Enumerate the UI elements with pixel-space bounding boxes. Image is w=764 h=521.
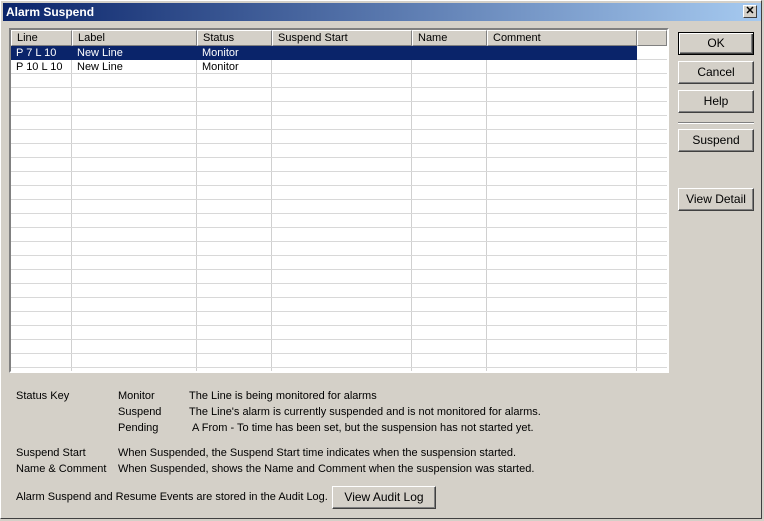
line-grid[interactable] — [9, 28, 669, 373]
cell-name — [412, 46, 417, 60]
grid-column-line — [486, 46, 487, 371]
ok-button[interactable]: OK — [678, 32, 754, 55]
view-audit-log-button[interactable]: View Audit Log — [332, 486, 436, 509]
cell-label: New Line — [77, 61, 123, 73]
grid-row-line — [11, 87, 667, 88]
status-key-label: Status Key — [16, 390, 70, 402]
help-button[interactable]: Help — [678, 90, 754, 113]
grid-row-line — [11, 325, 667, 326]
grid-column-line — [196, 46, 197, 371]
column-header-label[interactable]: Label — [72, 30, 197, 46]
cell-status: Monitor — [202, 61, 239, 73]
grid-row-line — [11, 129, 667, 130]
cell-line: P 10 L 10 — [16, 61, 63, 73]
cell-line: P 7 L 10 — [16, 47, 57, 59]
name-comment-label: Name & Comment — [16, 463, 107, 475]
suspend-start-description: When Suspended, the Suspend Start time indicates when the suspension started. — [118, 447, 517, 459]
column-header-comment[interactable]: Comment — [487, 30, 637, 46]
pending-description: A From - To time has been set, but the suspension has not started yet. — [192, 422, 534, 434]
table-row[interactable] — [11, 46, 637, 60]
suspend-button[interactable]: Suspend — [678, 129, 754, 152]
audit-log-note: Alarm Suspend and Resume Events are stored in the Audit Log. — [16, 491, 328, 503]
name-comment-description: When Suspended, shows the Name and Comment when the suspension was started. — [118, 463, 535, 475]
grid-row-line — [11, 255, 667, 256]
button-separator — [678, 122, 754, 124]
grid-row-line — [11, 297, 667, 298]
grid-column-line — [71, 46, 72, 371]
grid-row-line — [11, 269, 667, 270]
grid-row-line — [11, 283, 667, 284]
monitor-term: Monitor — [118, 390, 155, 402]
monitor-description: The Line is being monitored for alarms — [189, 390, 377, 402]
cell-suspend-start — [272, 60, 277, 74]
grid-row-line — [11, 157, 667, 158]
cell-label: New Line — [77, 47, 123, 59]
window-title: Alarm Suspend — [6, 5, 95, 19]
cell-comment — [487, 60, 492, 74]
grid-row-line — [11, 339, 667, 340]
suspend-description: The Line's alarm is currently suspended and is not monitored for alarms. — [189, 406, 541, 418]
cell-suspend-start — [272, 46, 277, 60]
cell-name — [412, 60, 417, 74]
grid-row-line — [11, 185, 667, 186]
grid-column-line — [271, 46, 272, 371]
grid-row-line — [11, 115, 667, 116]
grid-column-line — [411, 46, 412, 371]
pending-term: Pending — [118, 422, 159, 434]
cell-status: Monitor — [202, 47, 239, 59]
column-header-status[interactable]: Status — [197, 30, 272, 46]
column-header-suspend-start[interactable]: Suspend Start — [272, 30, 412, 46]
cell-comment — [487, 46, 492, 60]
grid-row-line — [11, 213, 667, 214]
grid-column-line — [636, 46, 637, 371]
view-detail-button[interactable]: View Detail — [678, 188, 754, 211]
grid-row-line — [11, 101, 667, 102]
suspend-start-label: Suspend Start — [16, 447, 86, 459]
grid-row-line — [11, 227, 667, 228]
grid-row-line — [11, 311, 667, 312]
grid-row-line — [11, 353, 667, 354]
grid-row-line — [11, 199, 667, 200]
column-header-filler — [637, 30, 667, 46]
grid-row-line — [11, 171, 667, 172]
grid-row-line — [11, 367, 667, 368]
column-header-name[interactable]: Name — [412, 30, 487, 46]
close-icon[interactable]: ✕ — [743, 5, 757, 18]
grid-row-line — [11, 241, 667, 242]
cancel-button[interactable]: Cancel — [678, 61, 754, 84]
suspend-term: Suspend — [118, 406, 162, 418]
title-bar — [3, 3, 761, 21]
grid-row-line — [11, 143, 667, 144]
column-header-line[interactable]: Line — [11, 30, 72, 46]
table-row[interactable] — [11, 60, 637, 74]
